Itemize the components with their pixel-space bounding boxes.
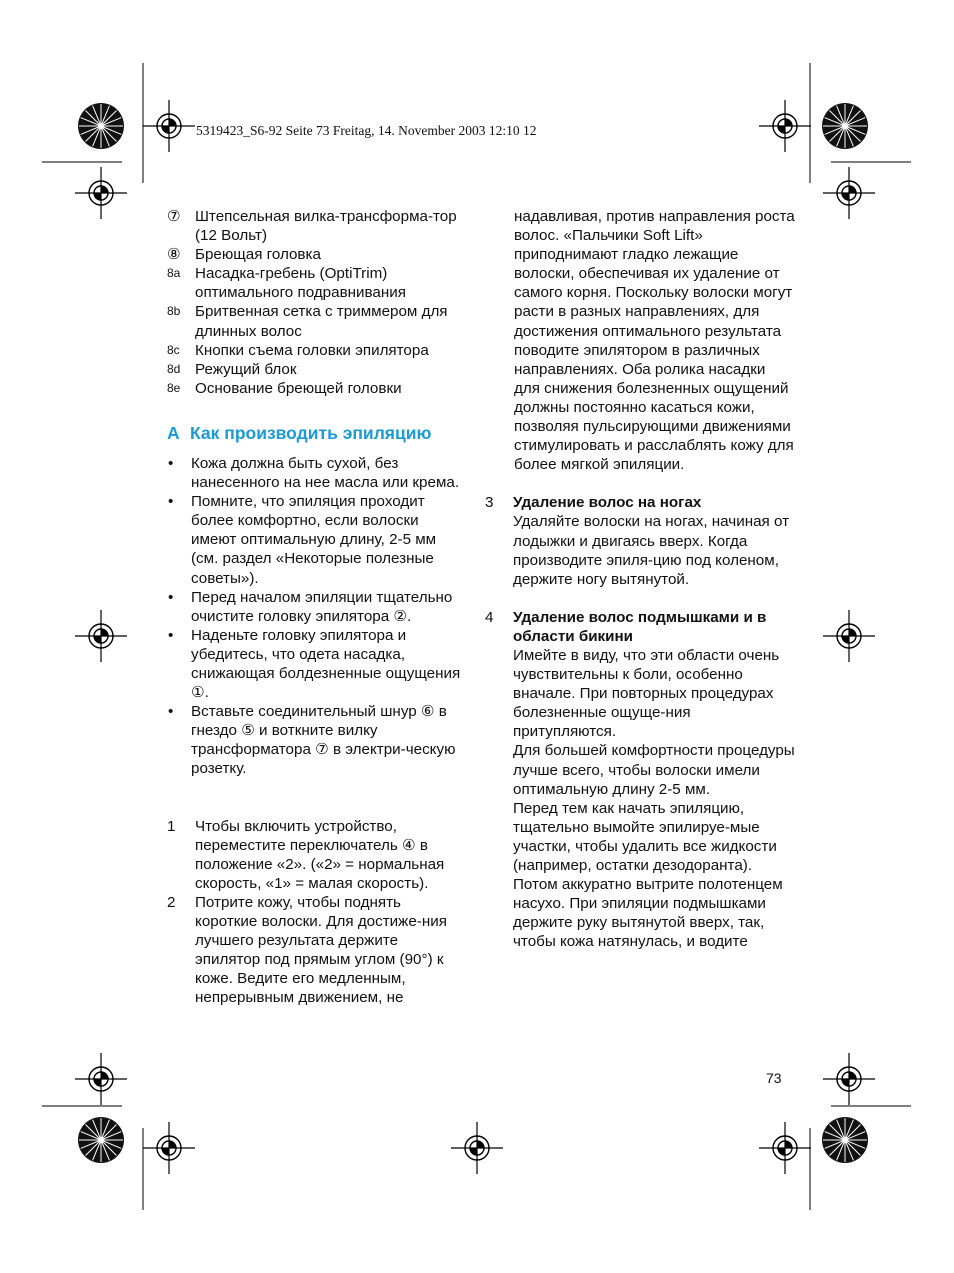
bullet-icon: • xyxy=(168,626,174,644)
step-text: Для большей комфортности процедуры лучше всего, чтобы волоски имели оптимальную длину 2-5 мм. xyxy=(513,742,795,798)
step-item xyxy=(485,608,795,952)
bullet-icon: • xyxy=(168,703,174,721)
spacer xyxy=(167,798,467,817)
parts-list-item xyxy=(167,379,467,398)
parts-list-item xyxy=(167,264,467,302)
spacer xyxy=(485,474,795,493)
bullet-item xyxy=(167,454,467,492)
part-text: Кнопки съема головки эпилятора xyxy=(195,341,429,359)
part-text: Штепсельная вилка-трансформа-тор (12 Вольт) xyxy=(195,208,457,245)
bullet-icon: • xyxy=(168,454,174,472)
bullet-icon: • xyxy=(168,493,174,511)
step-text: Потрите кожу, чтобы поднять короткие волоски. Для достиже-ния лучшего результата держите эпилятор под прямым углом (90°) к коже. Ведите его медленным, непрерывным движением, не xyxy=(195,893,447,1007)
parts-list-item xyxy=(167,360,467,379)
bullet-text: Перед началом эпиляции тщательно очистите головку эпилятора ②. xyxy=(191,588,453,625)
step-item xyxy=(485,493,795,588)
step-number: 3 xyxy=(485,494,494,512)
parts-list-item xyxy=(167,302,467,340)
left-column xyxy=(167,207,467,1007)
part-text: Основание бреющей головки xyxy=(195,379,402,397)
step-body xyxy=(513,608,795,952)
parts-list-item xyxy=(167,341,467,360)
right-column xyxy=(485,207,795,951)
part-label: ⑦ xyxy=(167,208,181,225)
bullet-text: Помните, что эпиляция проходит более комфортно, если волоски имеют оптимальную длину, 2-5 мм (см. раздел «Некоторые полезные советы»). xyxy=(191,493,437,587)
part-label: 8b xyxy=(167,304,181,319)
part-label: 8e xyxy=(167,380,181,395)
step-text: Чтобы включить устройство, переместите переключатель ④ в положение «2». («2» = нормальная скорость, «1» = малая скорость). xyxy=(195,817,445,892)
parts-list-item xyxy=(167,207,467,245)
spacer xyxy=(167,779,467,798)
bullet-item xyxy=(167,492,467,587)
step-text: Перед тем как начать эпиляцию, тщательно вымойте эпилируе-мые участки, чтобы удалить все жидкости (например, остатки дезодоранта). Потом аккуратно вытрите полотенцем насухо. При эпиляции подмышками держите руку вытянутой вверх, так, чтобы кожа натянулась, и водите xyxy=(513,799,783,951)
step-number: 4 xyxy=(485,608,494,626)
bullet-text: Кожа должна быть сухой, без нанесенного на нее масла или крема. xyxy=(191,454,460,492)
continuation-text: надавливая, против направления роста волос. «Пальчики Soft Lift» приподнимают гладко лежащие волоски, обеспечивая их удаление от самого корня. Поскольку волоски могут расти в разных направлениях, для достижения оптимального результата поводите эпилятором в различных направлениях. Оба ролика насадки для снижения болезненных ощущений должны постоянно касаться кожи, позволяя пульсирующими движениями стимулировать и расслаблять кожу для более мягкой эпиляции. xyxy=(514,208,795,474)
bullet-item xyxy=(167,626,467,702)
part-label: ⑧ xyxy=(167,246,181,264)
step-text: Удаляйте волоски на ногах, начиная от лодыжки и двигаясь вверх. Когда производите эпиля-цию под коленом, держите ногу вытянутой. xyxy=(513,513,790,588)
part-label: 8a xyxy=(167,266,181,281)
step-item xyxy=(167,893,467,1008)
part-text: Бреющая головка xyxy=(195,246,321,264)
part-text: Бритвенная сетка с триммером для длинных волос xyxy=(195,303,448,340)
step-number: 1 xyxy=(167,817,176,835)
bullet-item xyxy=(167,588,467,626)
step-text: Имейте в виду, что эти области очень чувствительны к боли, особенно вначале. При повторных процедурах болезненные ощуще-ния притупляются. xyxy=(513,646,780,741)
bullet-text: Вставьте соединительный шнур ⑥ в гнездо ⑤ и воткните вилку трансформатора ⑦ в электри-ческую розетку. xyxy=(191,703,456,778)
section-heading xyxy=(167,424,467,443)
step-body xyxy=(513,493,795,588)
step-title: Удаление волос подмышками и в области бикини xyxy=(513,608,767,645)
step-number: 2 xyxy=(167,893,176,911)
print-slug: 5319423_S6-92 Seite 73 Freitag, 14. November 2003 12:10 12 xyxy=(196,123,537,138)
bullet-item xyxy=(167,702,467,778)
bullet-icon: • xyxy=(168,588,174,606)
page-number: 73 xyxy=(766,1070,782,1086)
section-letter: A xyxy=(167,422,180,443)
part-text: Режущий блок xyxy=(195,360,297,378)
part-label: 8c xyxy=(167,342,180,357)
part-label: 8d xyxy=(167,361,181,376)
spacer xyxy=(485,589,795,608)
step-title: Удаление волос на ногах xyxy=(513,494,702,512)
step-item xyxy=(167,817,467,893)
section-title: Как производить эпиляцию xyxy=(190,422,432,443)
bullet-text: Наденьте головку эпилятора и убедитесь, что одета насадка, снижающая болдезненные ощущения ①. xyxy=(191,626,461,702)
part-text: Насадка-гребень (OptiTrim) оптимального подравнивания xyxy=(195,265,406,302)
parts-list-item xyxy=(167,245,467,264)
